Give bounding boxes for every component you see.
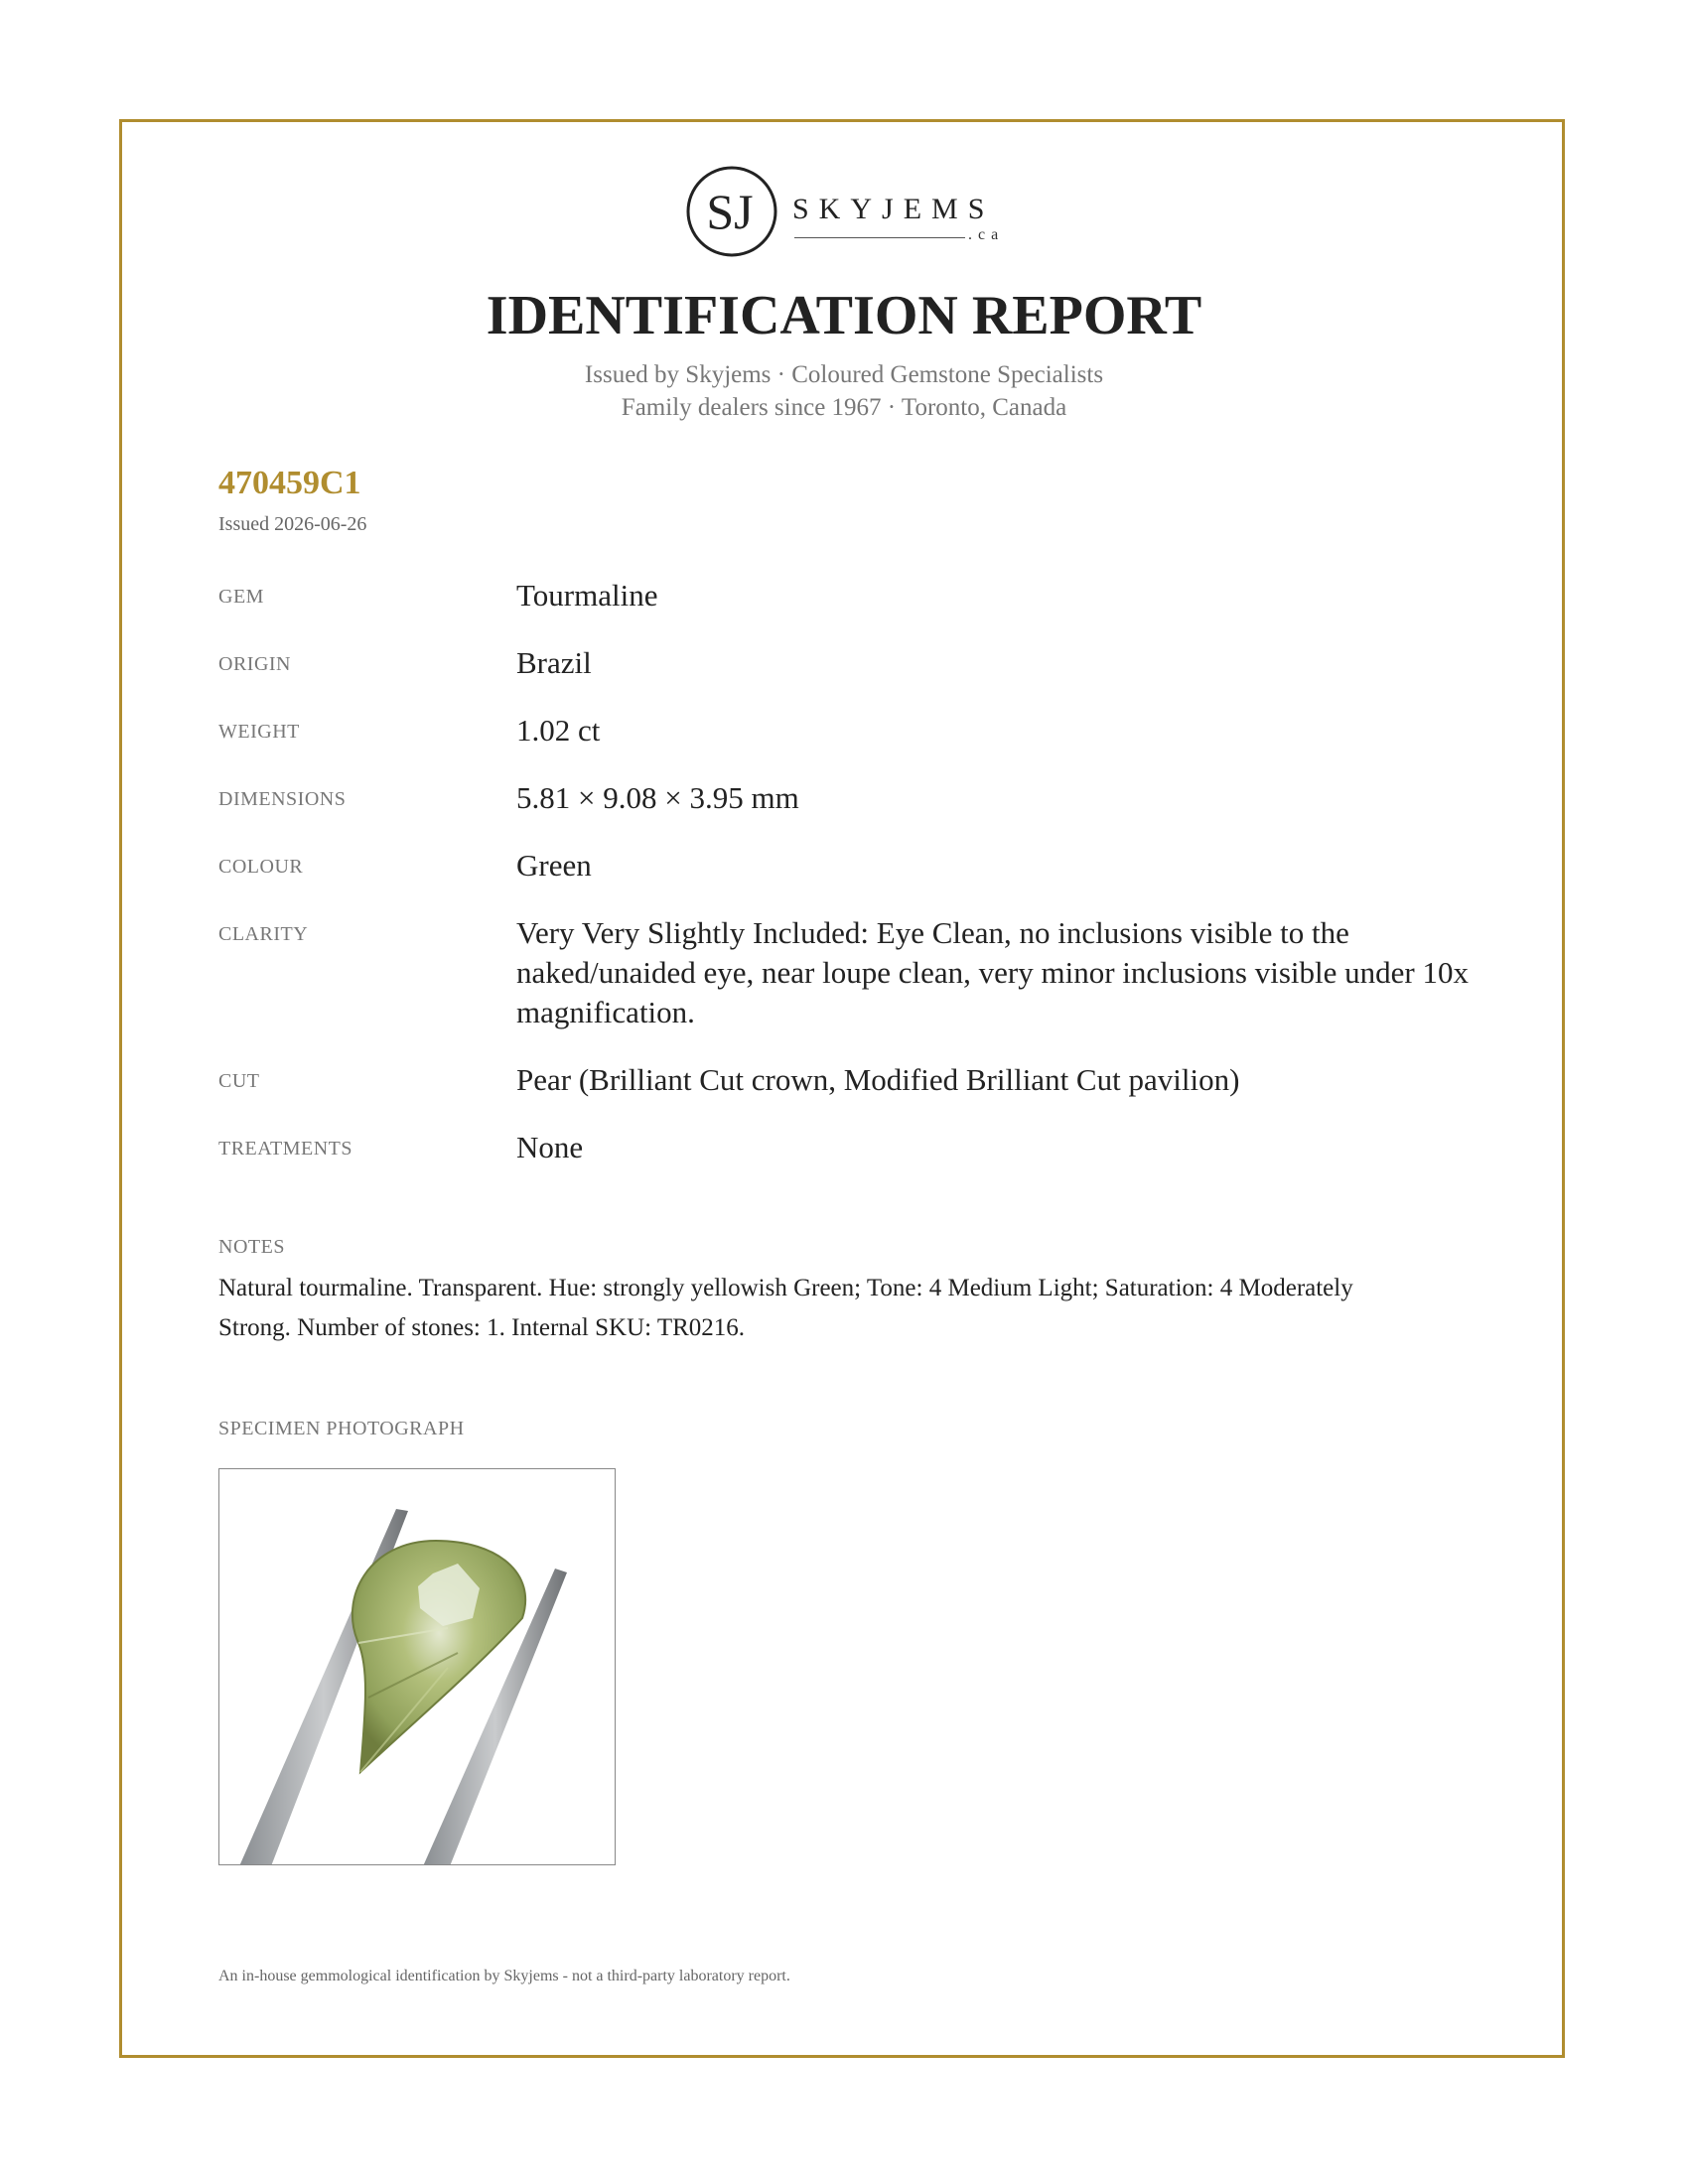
disclaimer: An in-house gemmological identification by Skyjems - not a third-party laboratory report. bbox=[218, 1968, 790, 1984]
field-label: WEIGHT bbox=[218, 721, 300, 743]
logo-rule bbox=[794, 237, 965, 238]
field-value: Pear (Brilliant Cut crown, Modified Brilliant Cut pavilion) bbox=[516, 1062, 1240, 1097]
notes-text: Natural tourmaline. Transparent. Hue: strongly yellowish Green; Tone: 4 Medium Light; Saturation: 4 Moderately Strong. Number of stones: 1. Internal SKU: TR0216. bbox=[218, 1275, 1353, 1341]
field-value: None bbox=[516, 1130, 584, 1164]
report-title: IDENTIFICATION REPORT bbox=[486, 285, 1202, 346]
monogram-text: SJ bbox=[706, 184, 754, 239]
brand-domain: .ca bbox=[968, 226, 1005, 243]
brand-wordmark: SKYJEMS bbox=[792, 193, 995, 225]
gemstone-in-tweezers-image bbox=[219, 1469, 616, 1865]
field-label: ORIGIN bbox=[218, 653, 291, 675]
report-number: 470459C1 bbox=[218, 465, 361, 501]
issuer-line: Issued by Skyjems · Coloured Gemstone Specialists bbox=[584, 361, 1104, 388]
field-label: COLOUR bbox=[218, 856, 304, 878]
issue-date: Issued 2026-06-26 bbox=[218, 513, 367, 535]
field-value: 1.02 ct bbox=[516, 713, 601, 748]
field-value: Brazil bbox=[516, 645, 592, 680]
photo-label: SPECIMEN PHOTOGRAPH bbox=[218, 1418, 465, 1439]
field-label: CLARITY bbox=[218, 923, 309, 945]
field-value: 5.81 × 9.08 × 3.95 mm bbox=[516, 780, 799, 815]
location-line: Family dealers since 1967 · Toronto, Canada bbox=[621, 394, 1067, 421]
field-value: Very Very Slightly Included: Eye Clean, no inclusions visible to the naked/unaided eye, near loupe clean, very minor inclusions visible under 10x magnification. bbox=[516, 915, 1469, 1029]
field-value: Green bbox=[516, 848, 592, 883]
specimen-photo bbox=[218, 1468, 616, 1865]
notes-label: NOTES bbox=[218, 1236, 285, 1258]
skyjems-logo bbox=[685, 165, 1023, 260]
field-value: Tourmaline bbox=[516, 578, 658, 613]
field-label: CUT bbox=[218, 1070, 260, 1092]
field-label: GEM bbox=[218, 586, 264, 608]
sj-monogram-icon bbox=[685, 165, 778, 258]
field-label: DIMENSIONS bbox=[218, 788, 347, 810]
field-label: TREATMENTS bbox=[218, 1138, 352, 1160]
